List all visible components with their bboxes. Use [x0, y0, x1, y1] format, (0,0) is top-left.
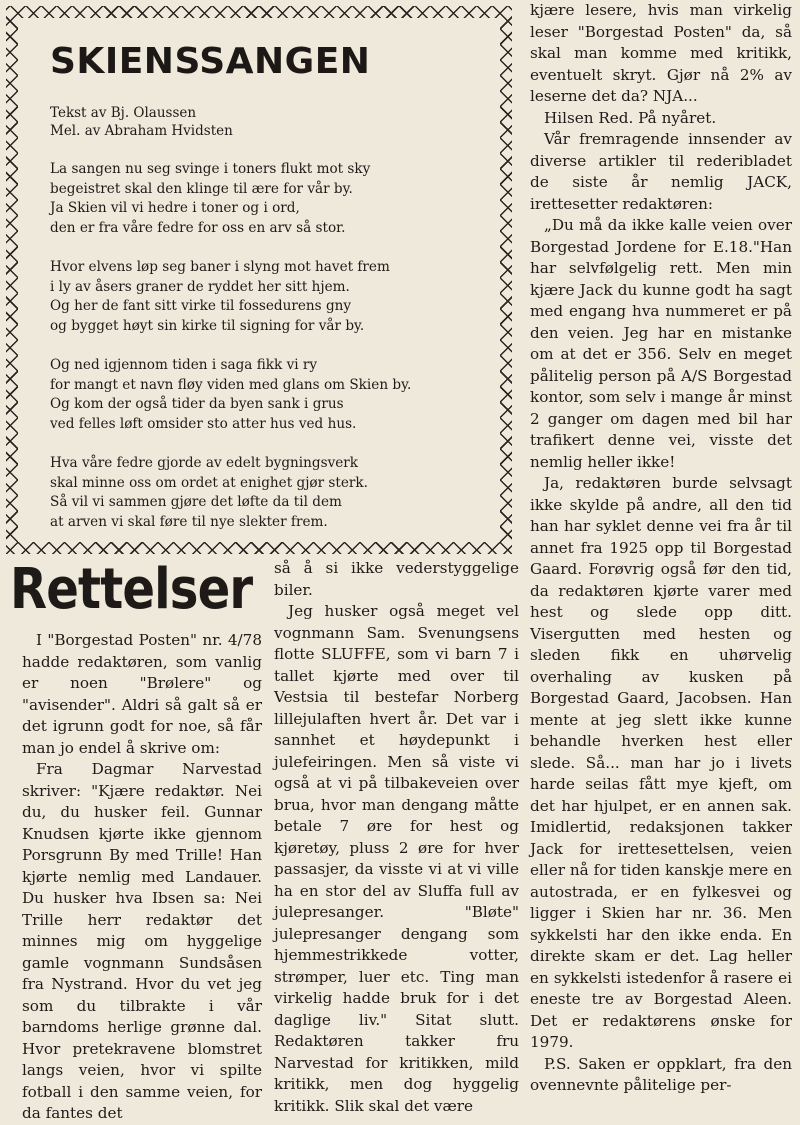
article-column-2: [274, 558, 519, 1117]
melody-credit: Mel. av Abraham Hvidsten: [50, 123, 233, 139]
paragraph: P.S. Saken er oppklart, fra den ovennevnte pålitelige per-: [530, 1054, 792, 1094]
paragraph: Vår fremragende innsender av diverse artikler til rederibladet de siste år nemlig JACK, irettesetter redaktøren:: [530, 130, 792, 213]
paragraph: Fra Dagmar Narvestad skriver: "Kjære redaktør. Nei du, du husker feil. Gunnar Knudsen kjørte ikke gjennom Porsgrunn By med Trille! Han kjørte nemlig med Landauer. Du husker hva Ibsen sa: Nei Trille herr redaktør det minnes mig om hyggelige gamle vognmann Sundsåsen fra Nystrand. Hvor du vet jeg som du tilbrakte i vår barndoms herlige grønne dal. Hvor pretekravene blomstret langs veien, hvor vi spilte fotball i den samme veien, for da fantes det: [22, 760, 262, 1122]
stanza-line: i ly av åsers graner de ryddet her sitt hjem.: [50, 278, 350, 295]
stanza-line: ved felles løft omsider sto atter hus ved hus.: [50, 415, 357, 432]
stanza-line: Og her de fant sitt virke til fossedurens gny: [50, 298, 352, 314]
paragraph: så å si ikke vederstyggelige biler.: [274, 559, 519, 599]
article-column-3: [530, 0, 792, 1097]
stanza-2: [50, 258, 500, 336]
stanza-line: at arven vi skal føre til nye slekter frem.: [50, 513, 328, 530]
stanza-line: Og kom der også tider da byen sank i grus: [50, 396, 344, 412]
article-headline: Rettelser: [10, 557, 253, 622]
paragraph: „Du må da ikke kalle veien over Borgestad Jordene for E.18."Han har selvfølgelig rett. Men min kjære Jack du kunne godt ha sagt med engang hva nummeret er på den veien. Jeg har en mistanke om at det er 356. Selv en meget pålitelig person på A/S Borgestad kontor, som selv i mange år minst 2 ganger om dagen med bil har trafikert denne vei, visste det nemlig heller ikke!: [530, 216, 792, 471]
song-box: [18, 18, 500, 542]
lyrics-credit: Tekst av Bj. Olaussen: [50, 105, 197, 121]
paragraph: Hilsen Red. På nyåret.: [544, 108, 717, 127]
stanza-1: [50, 160, 500, 238]
paragraph: kjære lesere, hvis man virkelig leser "Borgestad Posten" da, så skal man komme med kritikk, eventuelt skryt. Gjør nå 2% av leserne det da? NJA...: [530, 1, 792, 105]
paragraph: Jeg husker også meget vel vognmann Sam. Svenungsens flotte SLUFFE, som vi barn 7 i tallet kjørte med over til Vestsia til bestefar Norberg lillejulaften hvert år. Det var i sannhet et høydepunkt i julefeiringen. Men så viste vi også at vi på tilbakeveien over brua, hvor man dengang måtte betale 7 øre for hest og kjøretøy, pluss 2 øre for hver passasjer, da visste vi at vi ville ha en stor del av Sluffa full av julepresanger. "Bløte" julepresanger dengang som hjemmestrikkede votter, strømper, luer etc. Ting man virkelig hadde bruk for i det daglige liv." Sitat slutt. Redaktøren takker fru Narvestad for kritikken, mild kritikk, men dog hyggelig kritikk. Slik skal det være: [274, 602, 519, 1115]
song-title: SKIENSSANGEN: [50, 41, 371, 82]
stanza-line: den er fra våre fedre for oss en arv så stor.: [50, 219, 346, 236]
song-frame: [6, 6, 512, 554]
stanza-line: La sangen nu seg svinge i toners flukt mot sky: [50, 161, 371, 177]
stanza-line: Og ned igjennom tiden i saga fikk vi ry: [50, 357, 318, 373]
song-credits: [50, 104, 500, 140]
stanza-line: Så vil vi sammen gjøre det løfte da til dem: [50, 494, 342, 510]
stanza-line: begeistret skal den klinge til ære for vår by.: [50, 180, 353, 197]
stanza-line: skal minne oss om ordet at enighet gjør sterk.: [50, 474, 368, 491]
stanza-4: [50, 454, 500, 532]
paragraph: Ja, redaktøren burde selvsagt ikke skylde på andre, all den tid han har syklet denne vei fra år til annet fra 1925 opp til Borgestad Gaard. Forøvrig også før den tid, da redaktøren kjørte varer med hest og slede opp ditt. Visergutten med hesten og sleden fikk en uhørvelig overhaling av kusken på Borgestad Gaard, Jacobsen. Han mente at jeg slett ikke kunne behandle hverken hest eller slede. Så... man har jo i livets harde seilas fått mye kjeft, om det har hjulpet, er en annen sak. Imidlertid, redaksjonen takker Jack for irettesettelsen, veien eller nå for tiden kanskje mere en autostrada, er en fylkesvei og ligger i Skien har nr. 36. Men sykkelsti har den ikke enda. En direkte skam er det. Lag heller en sykkelsti istedenfor å rasere ei eneste tre av Borgestad Aleen. Det er redaktørens ønske for 1979.: [530, 474, 792, 1051]
paragraph: I "Borgestad Posten" nr. 4/78 hadde redaktøren, som vanlig er noen "Brølere" og "avisender". Aldri så galt så er det igrunn godt for noe, så får man jo endel å skrive om:: [22, 631, 262, 757]
stanza-line: og bygget høyt sin kirke til signing for vår by.: [50, 317, 365, 334]
stanza-3: [50, 356, 500, 434]
article-column-1: [22, 630, 262, 1125]
stanza-line: Hva våre fedre gjorde av edelt bygningsverk: [50, 455, 359, 471]
stanza-line: Ja Skien vil vi hedre i toner og i ord,: [50, 200, 300, 216]
stanza-line: Hvor elvens løp seg baner i slyng mot havet frem: [50, 259, 390, 275]
stanza-line: for mangt et navn fløy viden med glans om Skien by.: [50, 376, 412, 393]
